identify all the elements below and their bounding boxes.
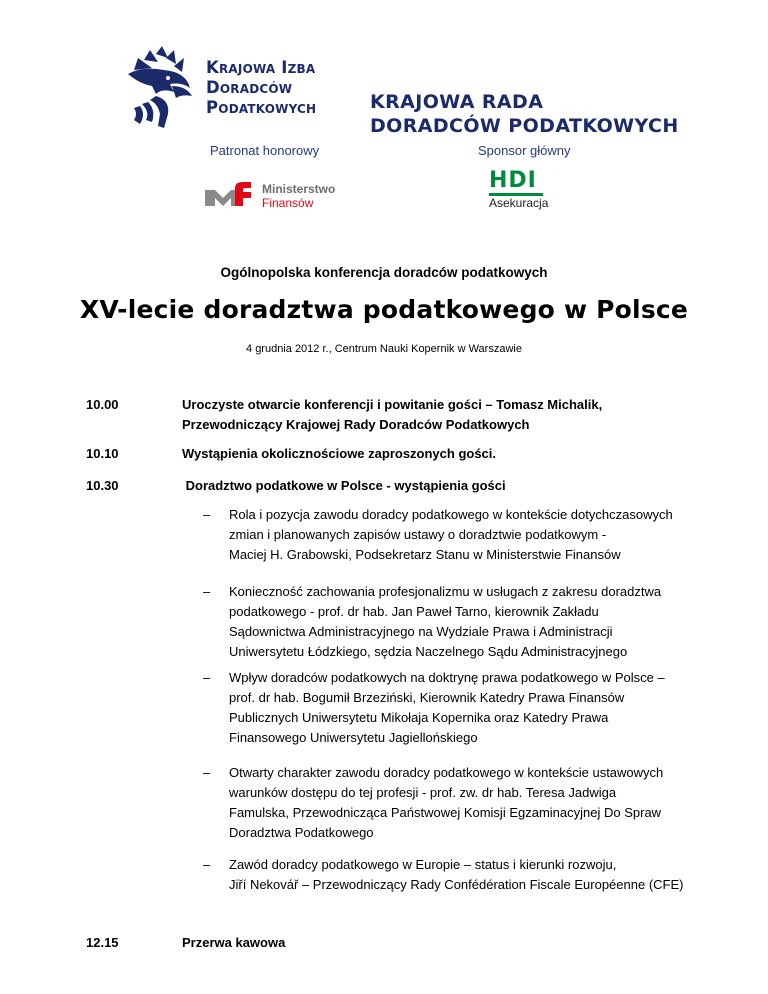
- date-place: 4 grudnia 2012 r., Centrum Nauki Kopernik w Warszawie: [246, 343, 522, 355]
- kidp-line3: Podatkowych: [206, 98, 317, 117]
- kidp-wordmark: [206, 58, 316, 118]
- talk-line: Maciej H. Grabowski, Podsekretarz Stanu w Ministerstwie Finansów: [229, 547, 621, 562]
- mf-line1: Ministerstwo: [262, 182, 336, 196]
- krdp-wordmark: [370, 90, 679, 138]
- talk-line: Jiří Nekovář – Przewodniczący Rady Confédération Fiscale Européenne (CFE): [229, 877, 684, 892]
- hdi-asekuracja: Asekuracja: [489, 196, 549, 210]
- ministry-of-finance-wordmark: [262, 182, 335, 210]
- conference-label: Ogólnopolska konferencja doradców podatkowych: [220, 265, 548, 280]
- talk-line: Otwarty charakter zawodu doradcy podatkowego w kontekście ustawowych: [229, 765, 664, 780]
- talk-line: Publicznych Uniwersytetu Mikołaja Kopernika oraz Katedry Prawa: [229, 710, 609, 725]
- talk-line: Uniwersytetu Łódzkiego, sędzia Naczelnego Sądu Administracyjnego: [229, 644, 628, 659]
- talk-line: Doradztwa Podatkowego: [229, 825, 374, 840]
- krdp-line1: KRAJOWA RADA: [370, 91, 544, 113]
- mf-line2: Finansów: [262, 196, 314, 210]
- agenda-item-line: Wystąpienia okolicznościowe zaproszonych gości.: [182, 446, 497, 461]
- talk-item: [229, 505, 673, 565]
- agenda-item-line: Przewodniczący Krajowej Rady Doradców Podatkowych: [182, 417, 530, 432]
- talk-item: [229, 668, 665, 748]
- talk-bullet: –: [203, 670, 211, 685]
- talk-item: [229, 582, 661, 662]
- agenda-item: [182, 933, 285, 953]
- talk-line: Famulska, Przewodnicząca Państwowej Komisji Egzaminacyjnej Do Spraw: [229, 805, 662, 820]
- talk-bullet: –: [203, 584, 211, 599]
- kidp-eagle-logo: [112, 40, 204, 132]
- talk-line: Konieczność zachowania profesjonalizmu w usługach z zakresu doradztwa: [229, 584, 662, 599]
- talk-line: Rola i pozycja zawodu doradcy podatkowego w kontekście dotychczasowych: [229, 507, 673, 522]
- krdp-line2: DORADCÓW PODATKOWYCH: [370, 115, 679, 137]
- agenda-item-line: Przerwa kawowa: [182, 935, 286, 950]
- talk-line: podatkowego - prof. dr hab. Jan Paweł Tarno, kierownik Zakładu: [229, 604, 599, 619]
- talk-bullet: –: [203, 765, 211, 780]
- agenda-item: [182, 444, 496, 464]
- talk-line: zmian i planowanych zapisów ustawy o doradztwie podatkowym -: [229, 527, 607, 542]
- agenda-item-line: Doradztwo podatkowe w Polsce - wystąpienia gości: [182, 478, 506, 493]
- agenda-item: [182, 395, 602, 435]
- talk-line: Wpływ doradców podatkowych na doktrynę prawa podatkowego w Polsce –: [229, 670, 665, 685]
- agenda-item-line: Uroczyste otwarcie konferencji i powitanie gości – Tomasz Michalik,: [182, 397, 603, 412]
- agenda-item: [182, 476, 506, 496]
- talk-item: [229, 855, 683, 895]
- agenda-time: 10.10: [86, 446, 119, 461]
- talk-bullet: –: [203, 857, 211, 872]
- talk-line: warunków dostępu do tej profesji - prof. zw. dr hab. Teresa Jadwiga: [229, 785, 617, 800]
- patronat-label: Patronat honorowy: [210, 143, 320, 158]
- agenda-time: 10.00: [86, 397, 119, 412]
- ministry-of-finance-logo-icon: [205, 182, 257, 206]
- talk-line: Finansowego Uniwersytetu Jagiellońskiego: [229, 730, 478, 745]
- hdi-logo: HDI: [489, 168, 537, 193]
- talk-line: prof. dr hab. Bogumił Brzeziński, Kierownik Katedry Prawa Finansów: [229, 690, 625, 705]
- sponsor-label: Sponsor główny: [478, 143, 571, 158]
- talk-line: Zawód doradcy podatkowego w Europie – status i kierunki rozwoju,: [229, 857, 617, 872]
- page-title: XV-lecie doradztwa podatkowego w Polsce: [79, 295, 689, 324]
- agenda-time: 10.30: [86, 478, 119, 493]
- kidp-line1: Krajowa Izba: [206, 58, 316, 77]
- kidp-line2: Doradców: [206, 78, 293, 97]
- talk-line: Sądownictwa Administracyjnego na Wydziale Prawa i Administracji: [229, 624, 613, 639]
- talk-item: [229, 763, 663, 843]
- agenda-time: 12.15: [86, 935, 119, 950]
- talk-bullet: –: [203, 507, 211, 522]
